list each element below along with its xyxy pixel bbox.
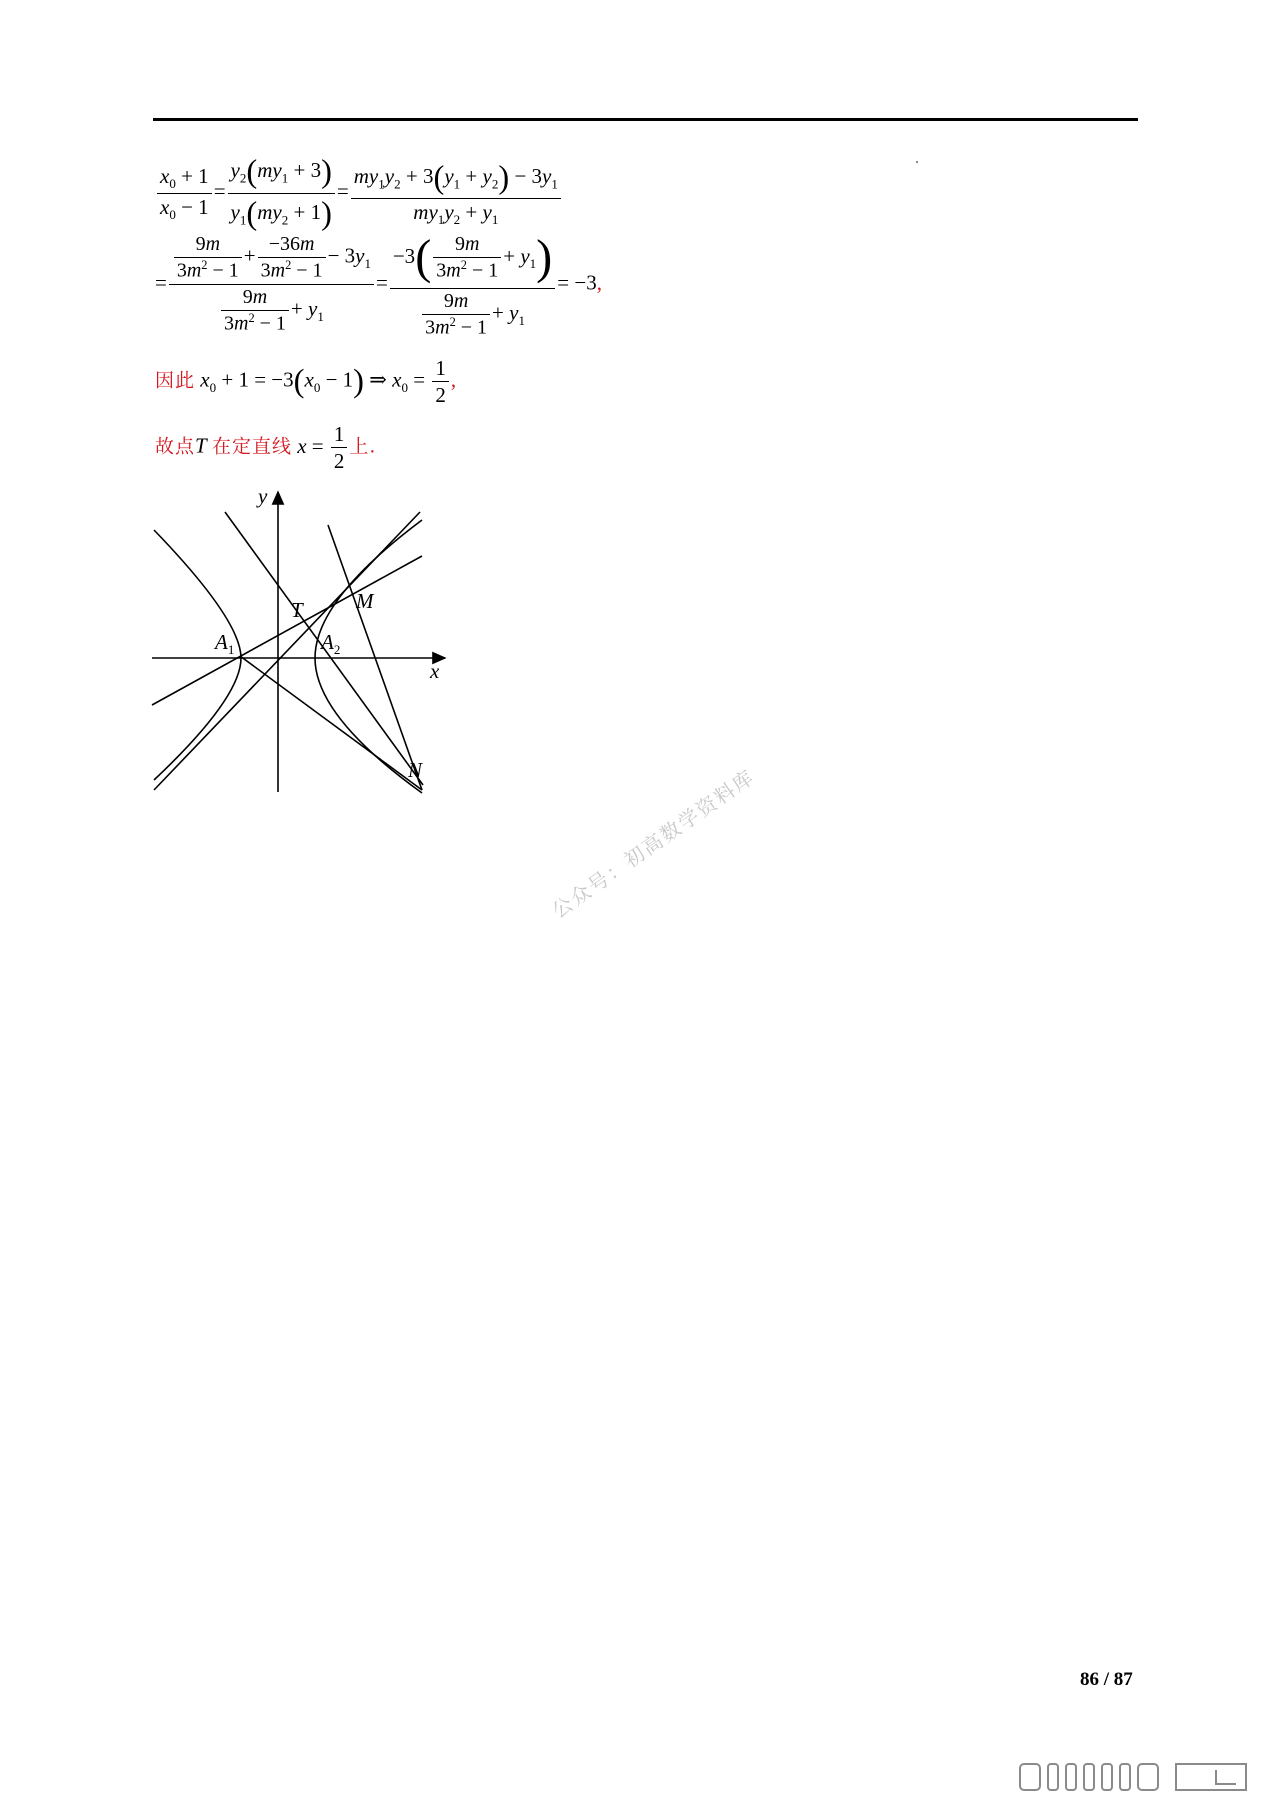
line-A1-M xyxy=(152,556,422,705)
point-N-label: N xyxy=(408,758,423,782)
equation-line-1: $\frac{x_0 + 1}{x_0 - 1}$ = $\frac{y_2(my_1 + 3)}{y_1(my_2 + 1)}$ = $\frac{my_1y_2 + 3(y_1 + y_2) - 3y_1}{my_1y_2 + y_1}$ xyxy=(155,152,563,234)
stray-dot xyxy=(916,161,918,163)
equation-line-2: = $\frac{9m}{3m^2 - 1}$ + $\frac{-36m}{3m^2 - 1}$ − $3y_1$ $\frac{9m}{3m^2 - 1}$ + $y_1$ = −3( $\frac{9m}{3m^2 - 1}$ + $y_1$) $\frac{9m}{3m^2 - 1}$ + $y_1$ = −3, xyxy=(155,228,602,341)
point-A1-label: $A_1$ xyxy=(215,630,235,658)
fraction-simplified: −3( $\frac{9m}{3m^2 - 1}$ + $y_1$) $\frac{9m}{3m^2 - 1}$ + $y_1$ xyxy=(390,228,555,341)
page-header-rule xyxy=(153,118,1138,121)
fraction-x0: $\frac{x_0 + 1}{x_0 - 1}$ xyxy=(157,163,212,223)
fraction-substituted: $\frac{9m}{3m^2 - 1}$ + $\frac{-36m}{3m^2 - 1}$ − $3y_1$ $\frac{9m}{3m^2 - 1}$ + $y_1$ xyxy=(169,232,374,336)
final-statement: 故点T 在定直线 x = $\frac{1}{2}$ 上. xyxy=(155,422,377,474)
x-axis-label: x xyxy=(430,659,440,683)
conclusion-prefix: 因此 xyxy=(155,369,196,392)
point-T-label: T xyxy=(291,598,303,622)
y-axis-label: y xyxy=(258,484,268,508)
point-M-label: M xyxy=(356,589,374,613)
page-number: 86 / 87 xyxy=(1080,1669,1133,1690)
final-suffix: 上. xyxy=(349,435,377,458)
final-prefix: 故点 xyxy=(155,435,196,458)
fraction-expanded: $\frac{my_1y_2 + 3(y_1 + y_2) - 3y_1}{my_1y_2 + y_1}$ xyxy=(351,158,561,229)
bottom-logo-icon xyxy=(1016,1758,1266,1796)
final-middle: 在定直线 xyxy=(211,435,292,458)
final-point: T xyxy=(195,433,207,458)
hyperbola-figure xyxy=(140,480,460,800)
line-A2-N-chord xyxy=(240,656,422,790)
fraction-one-half: $\frac{1}{2}$ xyxy=(432,355,449,409)
fraction-line-value: $\frac{1}{2}$ xyxy=(331,421,348,475)
fraction-y-my: $\frac{y_2(my_1 + 3)}{y_1(my_2 + 1)}$ xyxy=(228,152,335,234)
watermark-text: 公众号：初高数学资料库 xyxy=(547,764,760,923)
point-A2-label: $A_2$ xyxy=(321,630,341,658)
result-value: 3 xyxy=(586,270,597,295)
conclusion-line: 因此 $x_0 + 1 = -3(x_0 - 1)$ ⇒ $x_0$ = $\frac{1}{2}$ , xyxy=(155,356,457,408)
